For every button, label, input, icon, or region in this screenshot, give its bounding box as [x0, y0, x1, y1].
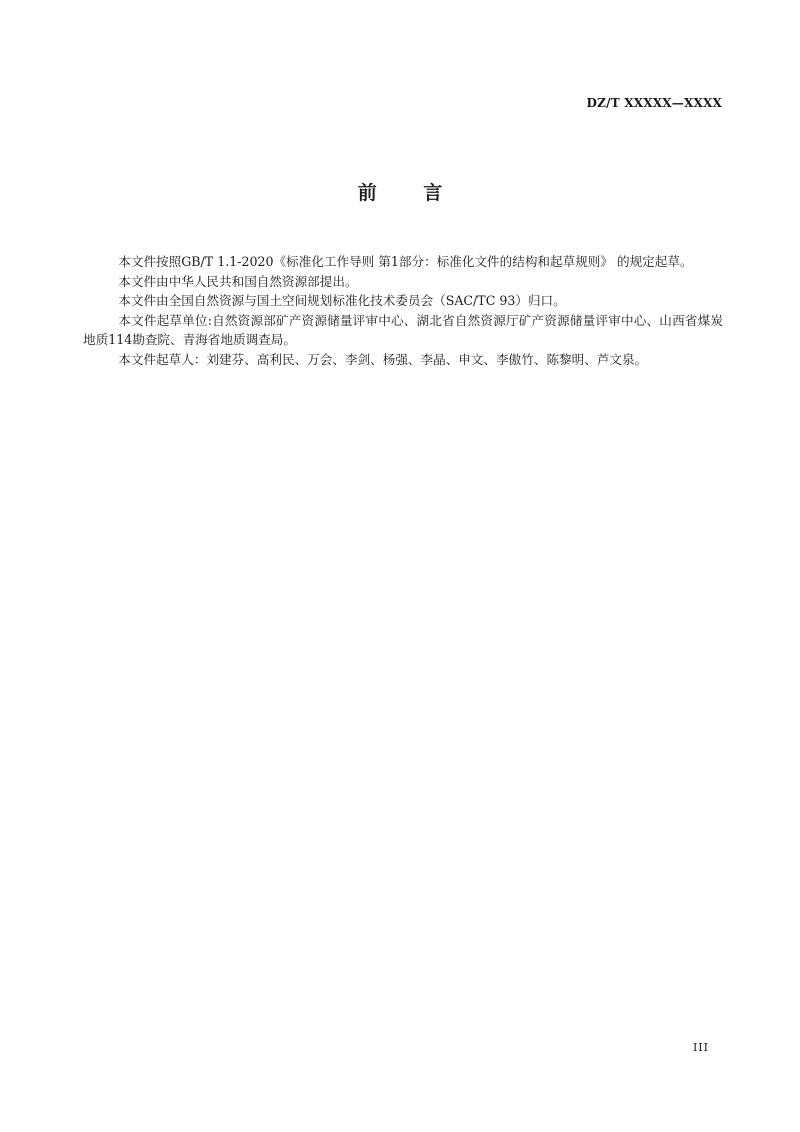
page-number: III	[692, 1041, 709, 1054]
document-code: DZ/T XXXXX—XXXX	[586, 96, 722, 110]
paragraph-drafting-rules: 本文件按照GB/T 1.1-2020《标准化工作导则 第1部分：标准化文件的结构和起草规则》 的规定起草。	[118, 254, 693, 269]
preface-body	[83, 252, 723, 369]
page-title: 前 言	[357, 182, 463, 204]
paragraph-drafting-units: 本文件起草单位:自然资源部矿产资源储量评审中心、湖北省自然资源厅矿产资源储量评审中心、山西省煤炭地质114勘查院、青海省地质调查局。	[83, 312, 723, 347]
paragraph-proposer: 本文件由中华人民共和国自然资源部提出。	[118, 273, 358, 289]
paragraph-drafters: 本文件起草人：刘建芬、高利民、万会、李剑、杨强、李晶、申文、李傲竹、陈黎明、芦文泉。	[118, 351, 648, 367]
paragraph-committee: 本文件由全国自然资源与国土空间规划标准化技术委员会（SAC/TC 93）归口。	[118, 293, 566, 308]
